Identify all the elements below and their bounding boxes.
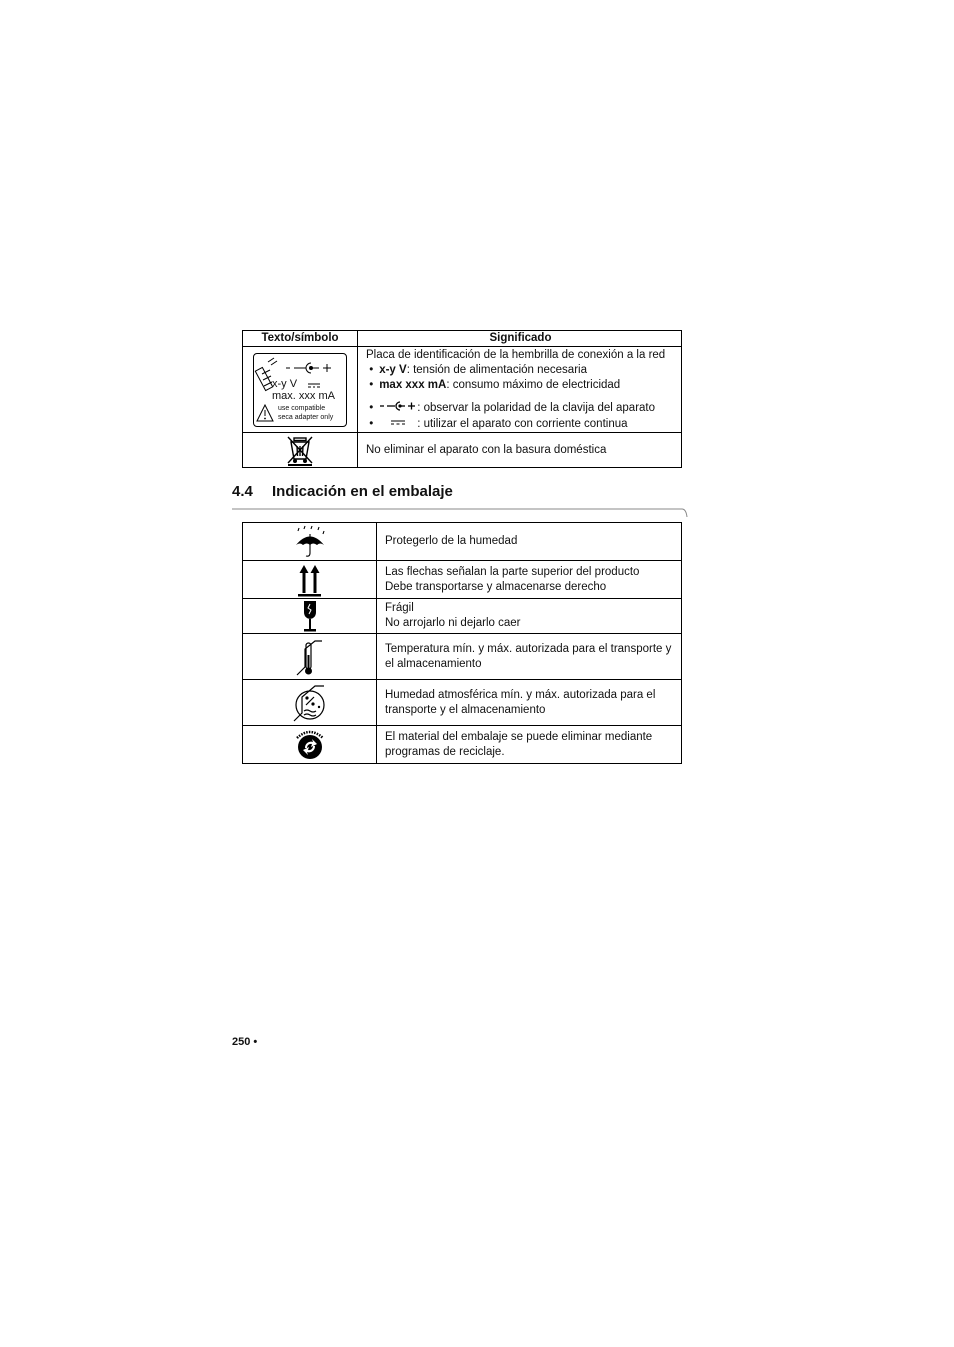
plate-warning-1: use compatible: [278, 404, 326, 412]
section-heading: [232, 483, 453, 500]
section-title: Indicación en el embalaje: [272, 483, 453, 500]
table-row: [243, 634, 682, 680]
cell-plate-meaning: Placa de identificación de la hembrilla de conexión a la red • x-y V: tensión de alimentación necesaria • max xxx mA: consumo máximo de electricidad • : observar la polaridad de la clavija del aparato • : utilizar el aparato con corriente continua: [358, 347, 682, 433]
plate-intro: Placa de identificación de la hembrilla de conexión a la red: [366, 349, 666, 361]
table-row: [243, 561, 682, 599]
plate-warning-2: seca adapter only: [278, 413, 334, 421]
row-text: El material del embalaje se puede eliminar mediante: [385, 730, 653, 743]
dc-desc: : utilizar el aparato con corriente continua: [417, 418, 628, 430]
row-text-2: transporte y el almacenamiento: [385, 703, 546, 716]
section-number: 4.4: [232, 483, 253, 500]
row-text: Frágil: [385, 602, 414, 614]
plate-current: max. xxx mA: [272, 389, 335, 402]
polarity-desc: : observar la polaridad de la clavija del aparato: [417, 402, 656, 414]
symbols-table: [242, 330, 682, 468]
polarity-icon: [379, 400, 417, 412]
table-row: [243, 599, 682, 634]
cell-weee-symbol: [243, 433, 358, 468]
header-meaning: Significado: [358, 331, 682, 347]
fragile-glass-icon: [301, 600, 319, 632]
umbrella-icon: [293, 525, 327, 559]
crossed-bin-icon: [285, 434, 315, 466]
rating-plate-icon: [253, 353, 347, 427]
table-row: [243, 726, 682, 764]
current-term: max xxx mA: [379, 379, 447, 391]
voltage-term: x-y V: [379, 364, 407, 376]
row-text: Humedad atmosférica mín. y máx. autorizada para el: [385, 688, 656, 701]
plate-voltage: x-y V: [272, 377, 298, 390]
row-text: Protegerlo de la humedad: [385, 535, 518, 547]
current-desc: : consumo máximo de electricidad: [446, 379, 621, 391]
temperature-limit-icon: [295, 637, 325, 677]
row-text-2: programas de reciclaje.: [385, 745, 505, 758]
cell-plate-symbol: [243, 347, 358, 433]
humidity-limit-icon: [293, 683, 327, 723]
row-text: Temperatura mín. y máx. autorizada para el transporte y: [385, 642, 672, 655]
row-text-2: No arrojarlo ni dejarlo caer: [385, 617, 521, 629]
table-row: [243, 680, 682, 726]
packaging-table: [242, 522, 682, 764]
row-text-2: Debe transportarse y almacenarse derecho: [385, 580, 607, 593]
dc-current-icon: [379, 416, 417, 428]
row-text: Las flechas señalan la parte superior del producto: [385, 565, 640, 578]
table-row: [243, 523, 682, 561]
header-text-symbol: Texto/símbolo: [243, 331, 358, 347]
section-rule: [232, 508, 688, 520]
cell-weee-meaning: No eliminar el aparato con la basura doméstica: [358, 433, 682, 468]
voltage-desc: : tensión de alimentación necesaria: [406, 364, 587, 376]
this-way-up-icon: [298, 563, 322, 597]
page-number: 250 •: [232, 1036, 258, 1048]
row-text-2: el almacenamiento: [385, 657, 482, 670]
recycle-icon: [293, 728, 327, 762]
